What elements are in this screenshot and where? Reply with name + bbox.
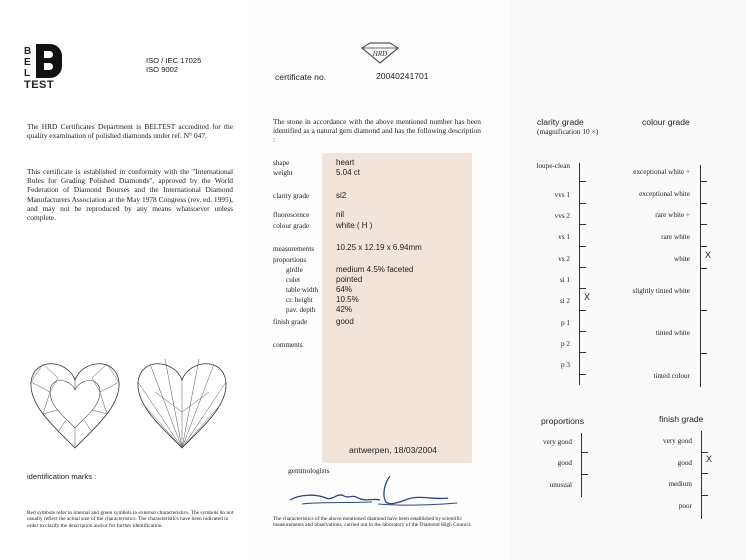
colour-selected-mark: X: [705, 250, 712, 260]
stone-description-intro: The stone in accordance with the above mentioned number has been identified as a natural gem diamond and has the following description :: [273, 117, 481, 145]
conformity-text: This certificate is established in conformity with the "International Rules for Grading Polished Diamonds", approved by the World Federation of Diamond Bourses and the International Diamond Manufacturers Association at the May 1978 Congress (rev. ed. 1995), and may not be reproduced by any means whatsoever unless complete.: [27, 167, 233, 223]
weight-value: 5.04 ct: [336, 168, 361, 177]
finish-scale-line: [701, 431, 702, 519]
colour-tinted-colour: tinted colour: [653, 372, 690, 380]
fluorescence-label: fluorescence: [273, 211, 310, 219]
heart-crown-diagram: [28, 352, 123, 452]
shape-value: heart: [336, 158, 355, 167]
colour-exceptional-white-plus: exceptional white +: [633, 168, 690, 176]
clarity-selected-mark: X: [584, 292, 591, 302]
clarity-p3: p 3: [561, 361, 570, 369]
clarity-si2: si 2: [559, 297, 570, 305]
measurements-value: 10.25 x 12.19 x 6.94mm: [336, 243, 422, 252]
clarity-loupe-clean: loupe-clean: [536, 162, 570, 170]
colour-slightly-tinted-white: slightly tinted white: [632, 287, 690, 295]
comments-label: comments: [273, 341, 303, 349]
clarity-p1: p 1: [561, 319, 570, 327]
identification-marks-label: identification marks :: [27, 472, 97, 481]
colour-grade-title: colour grade: [642, 117, 690, 127]
middle-footnote: The characteristics of the above mentioned diamond have been established by scientific measurements and observations, carried out in the laboratory of the Diamond High Council.: [273, 516, 472, 529]
weight-label: weight: [273, 169, 293, 177]
bel-b-icon: [36, 44, 62, 78]
clarity-label: clarity grade: [273, 192, 310, 200]
crown-height-label: cr. height: [286, 296, 313, 304]
finish-selected-mark: X: [706, 454, 713, 464]
proportions-title: proportions: [541, 416, 584, 426]
clarity-p2: p 2: [561, 340, 570, 348]
proportions-scale-line: [581, 433, 582, 497]
colour-label: colour grade: [273, 222, 310, 230]
table-width-value: 64%: [336, 285, 353, 294]
finish-grade-title: finish grade: [659, 414, 704, 424]
beltest-logo: [24, 44, 74, 90]
logo-text: TEST: [24, 79, 55, 91]
colour-rare-white-plus: rare white +: [655, 211, 690, 219]
finish-medium: medium: [668, 480, 692, 488]
crown-height-value: 10.5%: [336, 295, 359, 304]
left-footnote: Red symbols refer to internal and green symbols to external characteristics. The symbols do not usually reflect the actual size of the characteristics. The characteristics have been indicated in order to clarify the description and/or for further identification.: [27, 510, 234, 529]
iso-label-1: ISO / IEC 17025: [146, 56, 202, 65]
gemmologist-signatures: [282, 474, 482, 512]
certificate-number-label: certificate no.: [275, 72, 327, 82]
place-date: antwerpen, 18/03/2004: [349, 445, 437, 455]
finish-grade-value: good: [336, 317, 354, 326]
clarity-si1: si 1: [559, 276, 570, 284]
measurements-label: measurements: [273, 245, 315, 253]
fluorescence-value: nil: [336, 210, 345, 219]
pavilion-depth-label: pav. depth: [286, 306, 316, 314]
culet-label: culet: [286, 276, 300, 284]
proportions-good: good: [557, 459, 572, 467]
proportions-very-good: very good: [543, 438, 572, 446]
table-width-label: table width: [286, 286, 319, 294]
colour-rare-white: rare white: [661, 233, 690, 241]
certificate-number: 20040241701: [376, 71, 429, 81]
proportions-label: proportions: [273, 256, 307, 264]
colour-tinted-white: tinted white: [655, 329, 690, 337]
colour-exceptional-white: exceptional white: [639, 190, 690, 198]
girdle-label: girdle: [286, 266, 303, 274]
clarity-vs1: vs 1: [558, 233, 570, 241]
accreditation-text: The HRD Certificates Department is BELTEST accredited for the quality examination of polished diamonds under ref. N° 047.: [27, 122, 233, 141]
gemmologists-label: gemmologists: [288, 466, 330, 475]
hrd-logo-text: HRD: [372, 50, 388, 58]
bel-letters-icon: B E L: [24, 46, 32, 79]
iso-label-2: ISO 9002: [146, 65, 179, 74]
magnification-label: (magnification 10 ×): [537, 127, 599, 136]
clarity-value: si2: [336, 191, 347, 200]
hrd-logo-icon: [360, 42, 400, 64]
finish-grade-label: finish grade: [273, 318, 308, 326]
proportions-unusual: unusual: [549, 481, 572, 489]
clarity-vvs1: vvs 1: [554, 191, 570, 199]
colour-white: white: [674, 255, 690, 263]
shape-label: shape: [273, 159, 290, 167]
clarity-grade-title: clarity grade: [537, 117, 584, 127]
girdle-value: medium 4.5% faceted: [336, 265, 414, 274]
certificate-left-panel: [0, 0, 248, 560]
colour-value: white ( H ): [336, 221, 373, 230]
finish-poor: poor: [678, 502, 692, 510]
pavilion-depth-value: 42%: [336, 305, 353, 314]
culet-value: pointed: [336, 275, 363, 284]
heart-pavilion-diagram: [135, 352, 230, 452]
clarity-vvs2: vvs 2: [554, 212, 570, 220]
clarity-vs2: vs 2: [558, 255, 570, 263]
finish-good: good: [677, 459, 692, 467]
finish-very-good: very good: [663, 437, 692, 445]
